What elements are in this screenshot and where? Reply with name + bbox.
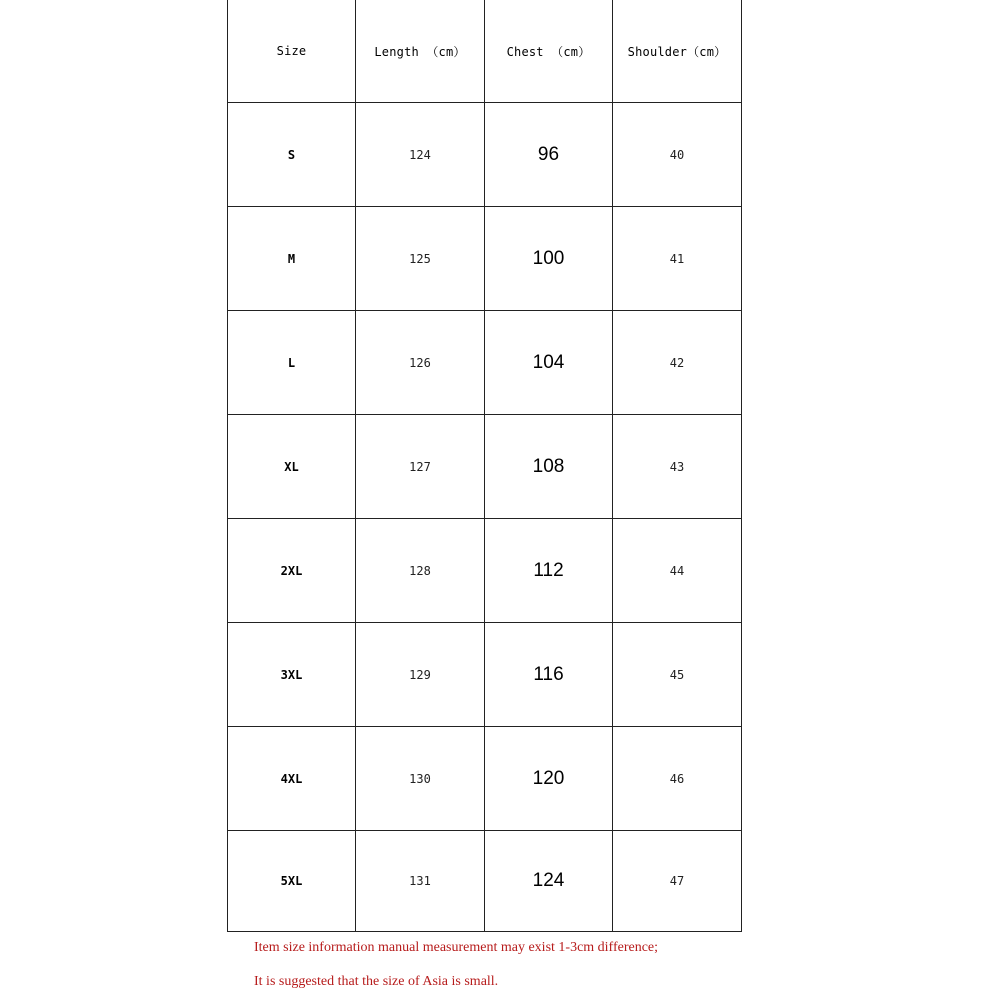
table-row (228, 415, 742, 519)
table-row (228, 519, 742, 623)
table-header-row (228, 0, 742, 103)
measurement-note: Item size information manual measurement may exist 1-3cm difference; (254, 940, 659, 955)
size-cell: 4XL (228, 727, 356, 831)
chest-cell: 104 (485, 311, 613, 415)
length-cell: 130 (356, 727, 485, 831)
chest-cell: 124 (485, 831, 613, 932)
chest-cell: 116 (485, 623, 613, 727)
chest-cell: 108 (485, 415, 613, 519)
table-row (228, 103, 742, 207)
length-cell: 127 (356, 415, 485, 519)
shoulder-cell: 46 (613, 727, 742, 831)
length-cell: 125 (356, 207, 485, 311)
header-size: Size (228, 0, 356, 103)
length-cell: 128 (356, 519, 485, 623)
length-cell: 129 (356, 623, 485, 727)
shoulder-cell: 47 (613, 831, 742, 932)
table-row (228, 207, 742, 311)
shoulder-cell: 41 (613, 207, 742, 311)
size-chart-table (227, 0, 742, 932)
table-row (228, 311, 742, 415)
shoulder-cell: 45 (613, 623, 742, 727)
size-cell: 3XL (228, 623, 356, 727)
chest-cell: 96 (485, 103, 613, 207)
header-length: Length （cm） (356, 0, 485, 103)
chest-cell: 120 (485, 727, 613, 831)
size-cell: 2XL (228, 519, 356, 623)
chest-cell: 112 (485, 519, 613, 623)
size-cell: XL (228, 415, 356, 519)
header-shoulder: Shoulder（cm） (613, 0, 742, 103)
size-cell: M (228, 207, 356, 311)
size-cell: L (228, 311, 356, 415)
shoulder-cell: 40 (613, 103, 742, 207)
length-cell: 124 (356, 103, 485, 207)
size-cell: 5XL (228, 831, 356, 932)
size-cell: S (228, 103, 356, 207)
shoulder-cell: 44 (613, 519, 742, 623)
shoulder-cell: 43 (613, 415, 742, 519)
chest-cell: 100 (485, 207, 613, 311)
asia-size-note: It is suggested that the size of Asia is small. (254, 974, 499, 989)
table-row (228, 831, 742, 932)
table-row (228, 623, 742, 727)
length-cell: 131 (356, 831, 485, 932)
header-chest: Chest （cm） (485, 0, 613, 103)
length-cell: 126 (356, 311, 485, 415)
shoulder-cell: 42 (613, 311, 742, 415)
table-row (228, 727, 742, 831)
